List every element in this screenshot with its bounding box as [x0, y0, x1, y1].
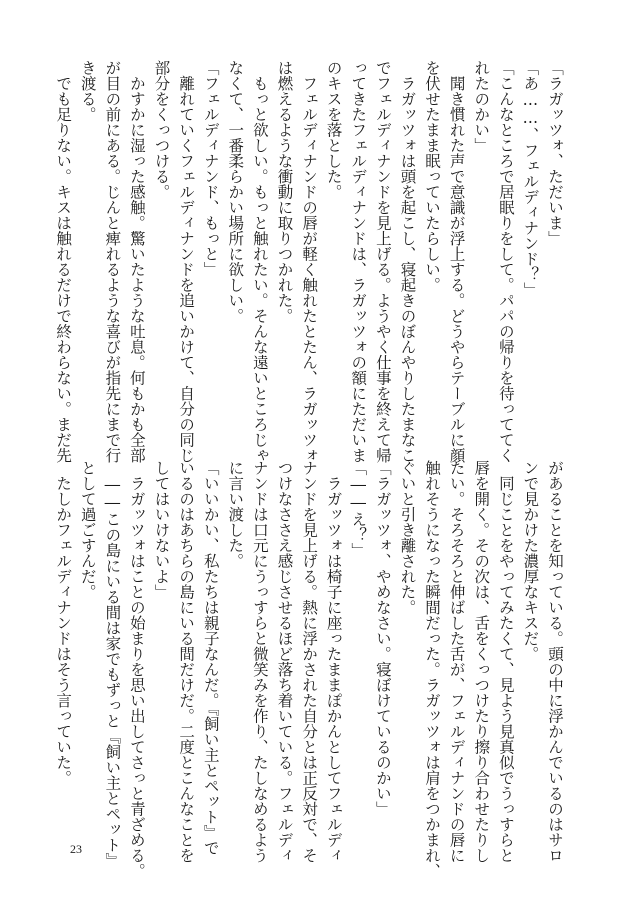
text-line: ってきたフェルディナンドは、ラガッツォの額にただいま: [349, 60, 368, 463]
text-line: として過ごすんだ。: [78, 460, 97, 600]
text-line: ぐいと引き離された。: [398, 460, 417, 615]
text-line: を伏せたまま眠っていたらしい。: [423, 60, 442, 293]
text-line: なくて、一番柔らかい場所に欲しい。: [226, 60, 245, 324]
text-line: 「いいかい、私たちは親子なんだ。『飼い主とペット』で: [201, 460, 220, 856]
text-line: たい。そろそろと伸ばした舌が、フェルディナンドの唇に: [447, 460, 466, 863]
text-line: れたのかい」: [472, 60, 491, 153]
text-line: してはいけないよ」: [152, 460, 171, 600]
text-line: 「ラガッツォ、ただいま」: [546, 60, 564, 246]
text-line: でも足りない。キスは触れるだけで終わらない。まだ先: [54, 60, 73, 463]
text-line: 「こんなところで居眠りをして。パパの帰りを待っててく: [496, 60, 515, 463]
text-line: いるのはあちらの島にいる間だけだ。二度とこんなことを: [177, 460, 196, 863]
text-line: 「あ……、フェルディナンド？」: [521, 60, 540, 298]
text-line: ンで見かけた濃厚なキスだ。: [521, 460, 540, 662]
text-line: 触れそうになった瞬間だった。ラガッツォは肩をつかまれ、: [423, 460, 442, 879]
text-line: 部分をくっつける。: [152, 60, 171, 200]
page-number: 23: [70, 842, 82, 856]
text-line: 唇を開く。その次は、舌をくっつけたり擦り合わせたりし: [472, 460, 491, 863]
text-line: 離れていくフェルディナンドを追いかけて、自分の同じ: [177, 60, 196, 463]
text-line: つけなささえ感じさせるほど落ち着いている。フェルディ: [275, 460, 294, 863]
text-line: 聞き慣れた声で意識が浮上する。どうやらテーブルに顔: [447, 60, 466, 463]
text-line: 同じことをやってみたくて、見よう見真似でうっすらと: [496, 460, 515, 863]
text-line: が目の前にある。じんと痺れるような喜びが指先にまで行: [103, 60, 122, 463]
text-line: があることを知っている。頭の中に浮かんでいるのはサロ: [546, 460, 564, 863]
text-line: でフェルディナンドを見上げる。ようやく仕事を終えて帰: [373, 60, 392, 463]
text-line: ナンドは口元にうっすらと微笑みを作り、たしなめるよう: [250, 460, 269, 863]
text-line: ラガッツォはことの始まりを思い出してさっと青ざめる。: [127, 460, 146, 879]
text-line: かすかに湿った感触。驚いたような吐息。何もかも全部: [127, 60, 146, 463]
text-line: もっと欲しい。もっと触れたい。そんな遠いところじゃ: [250, 60, 269, 463]
text-line: に言い渡した。: [226, 460, 245, 569]
text-line: ラガッツォは椅子に座ったままぽかんとしてフェルディ: [324, 460, 343, 863]
text-line: たしかフェルディナンドはそう言っていた。: [54, 460, 73, 786]
text-line: フェルディナンドの唇が軽く触れたとたん、ラガッツォ: [300, 60, 319, 463]
text-line: は燃えるような衝動に取りつかれた。: [275, 60, 294, 324]
text-line: 「フェルディナンド、もっと」: [201, 60, 220, 277]
text-line: ナンドを見上げる。熱に浮かされた自分とは正反対で、そ: [300, 460, 319, 863]
text-line: のキスを落とした。: [324, 60, 343, 200]
text-line: 「ラガッツォ、やめなさい。寝ぼけているのかい」: [373, 460, 392, 817]
text-block-top: [54, 60, 567, 463]
text-line: き渡る。: [78, 60, 97, 122]
text-line: ――この島にいる間は家でもずっと『飼い主とペット』: [103, 460, 122, 868]
text-line: ラガッツォは頭を起こし、寝起きのぼんやりしたまなこ: [398, 60, 417, 463]
text-line: 「――え？」: [349, 460, 368, 558]
